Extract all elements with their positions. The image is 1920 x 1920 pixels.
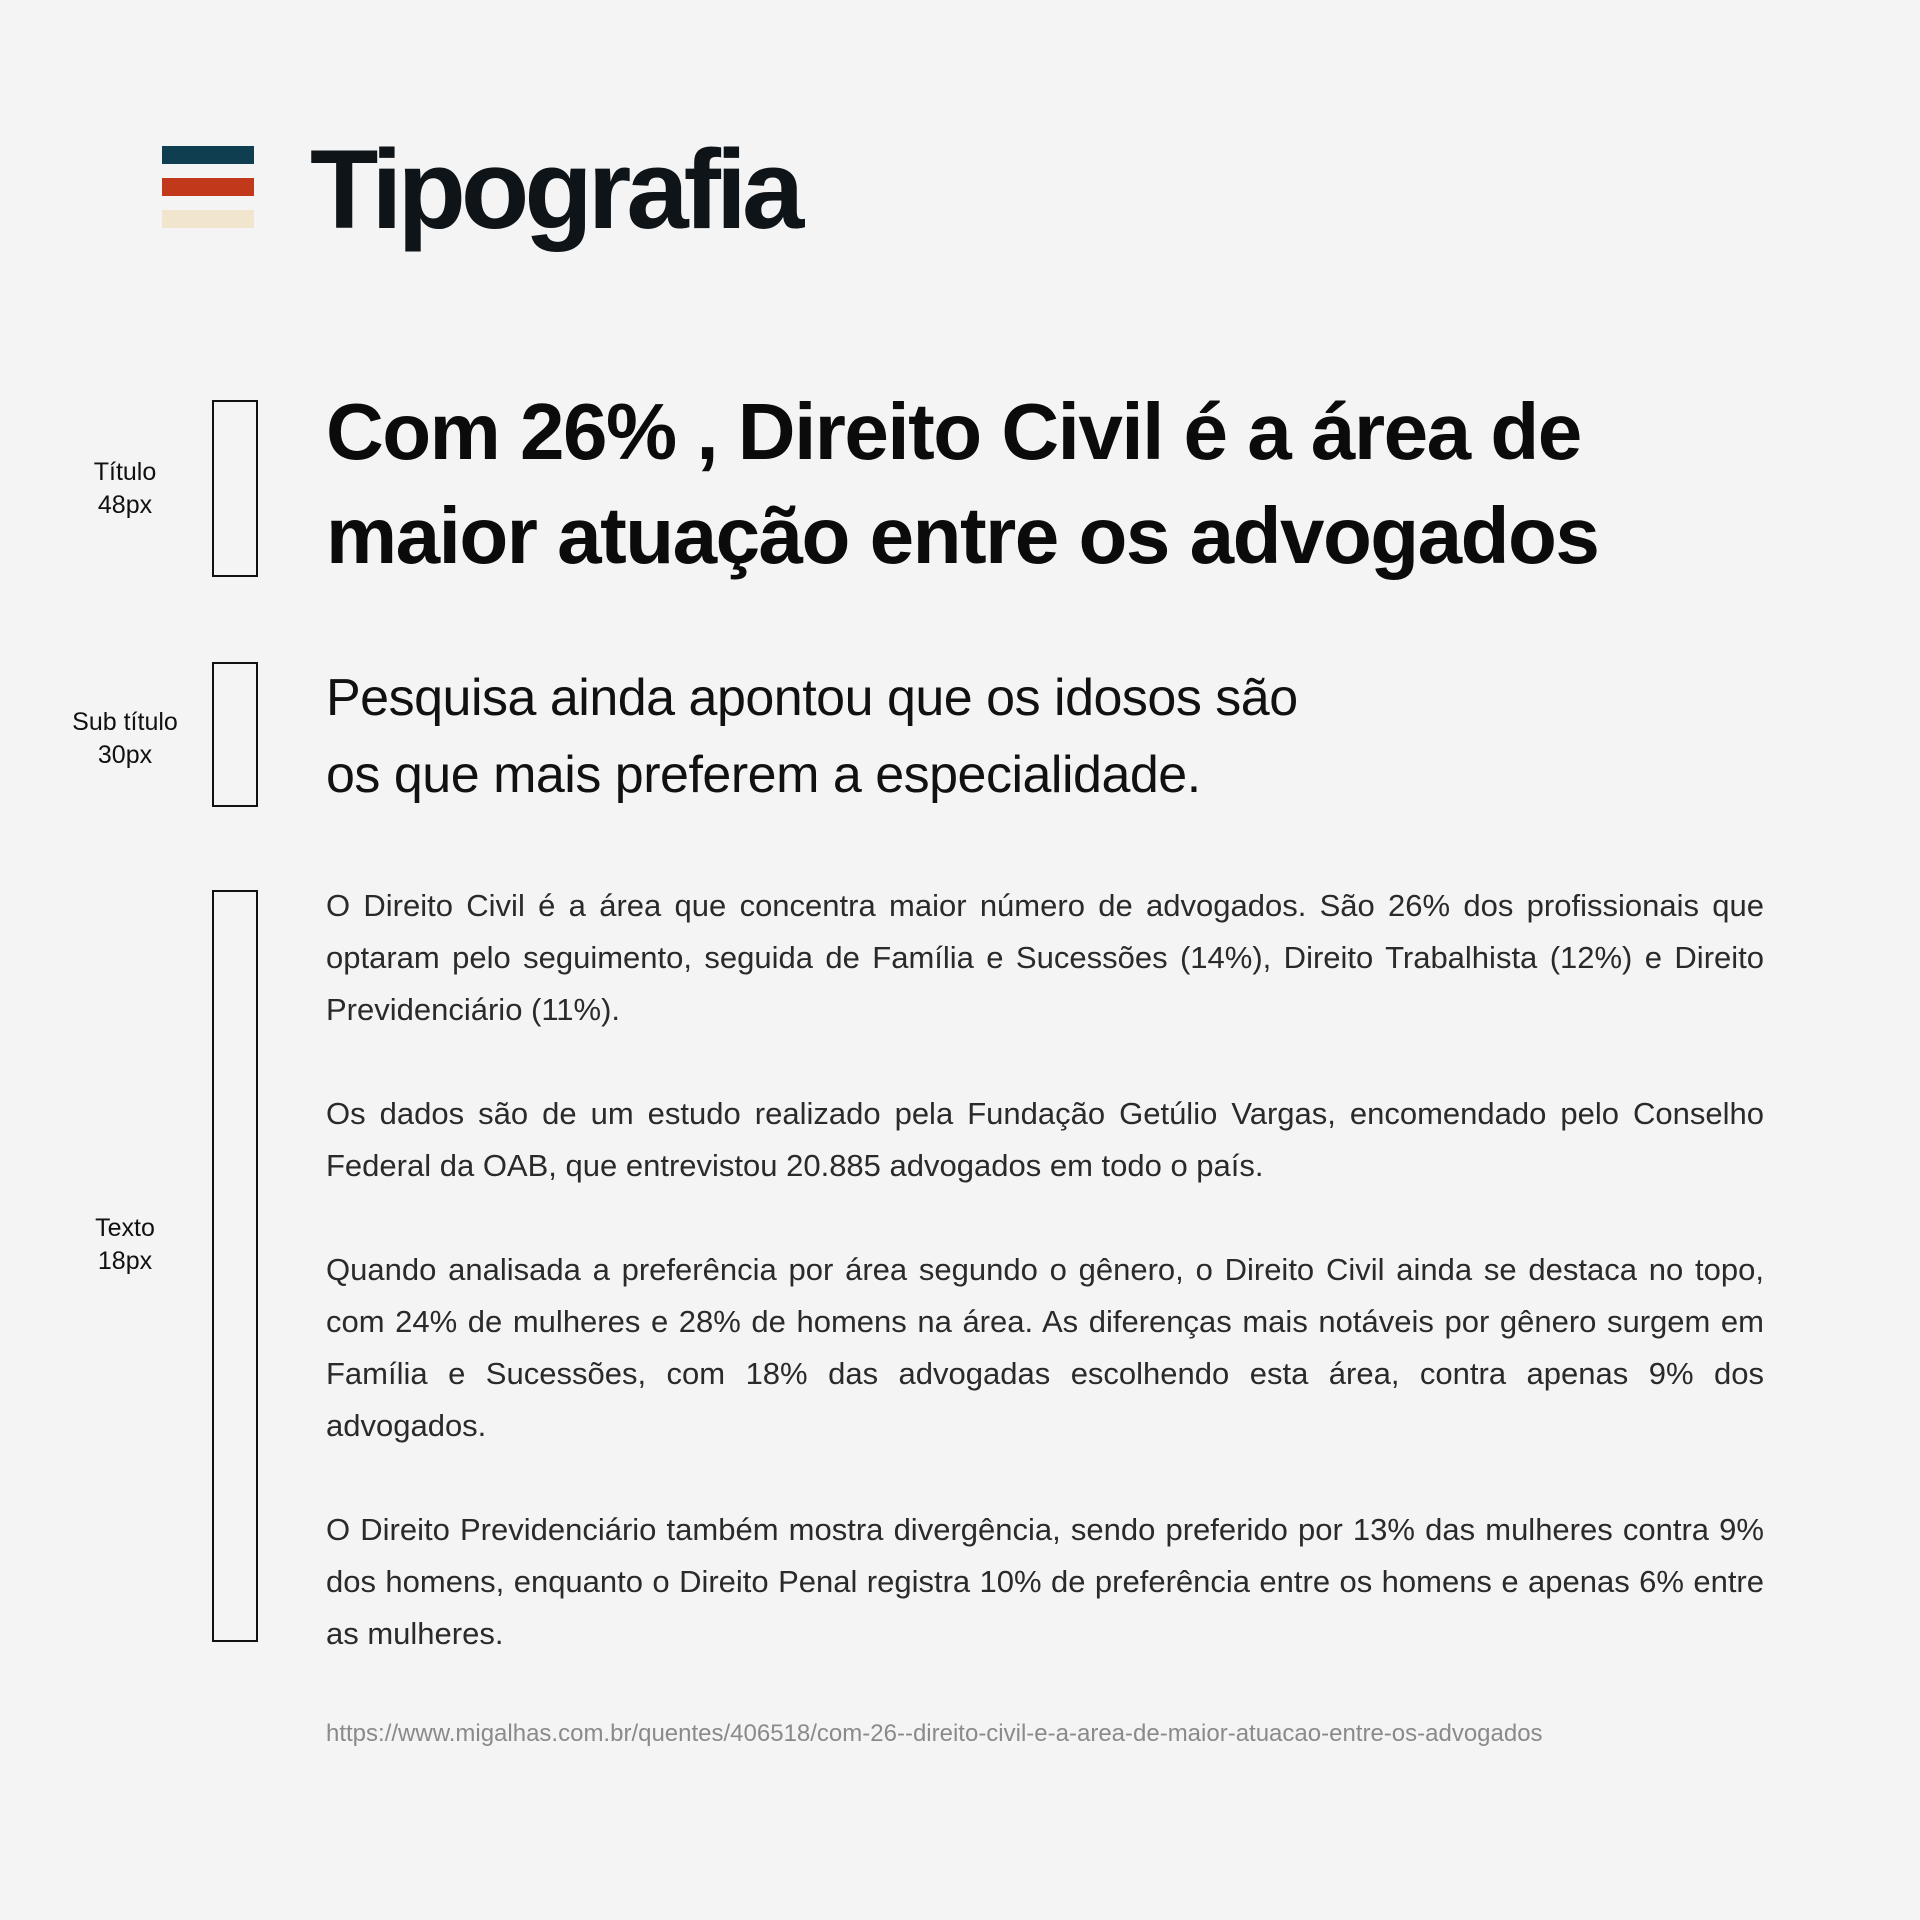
text-label-size: 18px (97, 1247, 153, 1275)
subtitle-size-marker (212, 662, 258, 807)
source-link[interactable]: https://www.migalhas.com.br/quentes/406518/com-26--direito-civil-e-a-area-de-maior-atuacao-entre-os-advogados (326, 1720, 1543, 1747)
logo-bar-top (162, 146, 254, 164)
sample-subtitle-line-2: os que mais preferem a especialidade. (326, 746, 1201, 804)
text-size-marker (212, 890, 258, 1642)
subtitle-label-name: Sub título (72, 708, 178, 736)
text-label-name: Texto (95, 1214, 155, 1242)
title-label-name: Título (93, 458, 157, 486)
stripes-logo-icon (162, 146, 254, 228)
title-label-size: 48px (97, 491, 153, 519)
text-size-label (45, 1212, 205, 1278)
title-size-marker (212, 400, 258, 577)
title-size-label (45, 456, 205, 522)
body-paragraph-2: Os dados são de um estudo realizado pela Fundação Getúlio Vargas, encomendado pelo Conselho Federal da OAB, que entrevistou 20.885 advogados em todo o país. (326, 1096, 1764, 1183)
page-title: Tipografia (310, 127, 800, 252)
body-paragraph-1: O Direito Civil é a área que concentra maior número de advogados. São 26% dos profissionais que optaram pelo seguimento, seguida de Família e Sucessões (14%), Direito Trabalhista (12%) e Direito Previdenciário (11%). (326, 888, 1764, 1027)
sample-title-line-2: maior atuação entre os advogados (326, 491, 1599, 580)
subtitle-label-size: 30px (97, 741, 153, 769)
sample-subtitle (326, 660, 1826, 814)
subtitle-size-label (45, 706, 205, 772)
sample-title (326, 380, 1826, 588)
sample-body-text (326, 880, 1764, 1712)
body-paragraph-3: Quando analisada a preferência por área segundo o gênero, o Direito Civil ainda se destaca no topo, com 24% de mulheres e 28% de homens na área. As diferenças mais notáveis por gênero surgem em Família e Sucessões, com 18% das advogadas escolhendo esta área, contra apenas 9% dos advogados. (326, 1252, 1764, 1443)
sample-title-line-1: Com 26% , Direito Civil é a área de (326, 387, 1581, 476)
sample-subtitle-line-1: Pesquisa ainda apontou que os idosos são (326, 669, 1298, 727)
logo-bar-middle (162, 178, 254, 196)
body-paragraph-4: O Direito Previdenciário também mostra divergência, sendo preferido por 13% das mulheres contra 9% dos homens, enquanto o Direito Penal registra 10% de preferência entre os homens e apenas 6% entre as mulheres. (326, 1512, 1764, 1651)
logo-bar-bottom (162, 210, 254, 228)
